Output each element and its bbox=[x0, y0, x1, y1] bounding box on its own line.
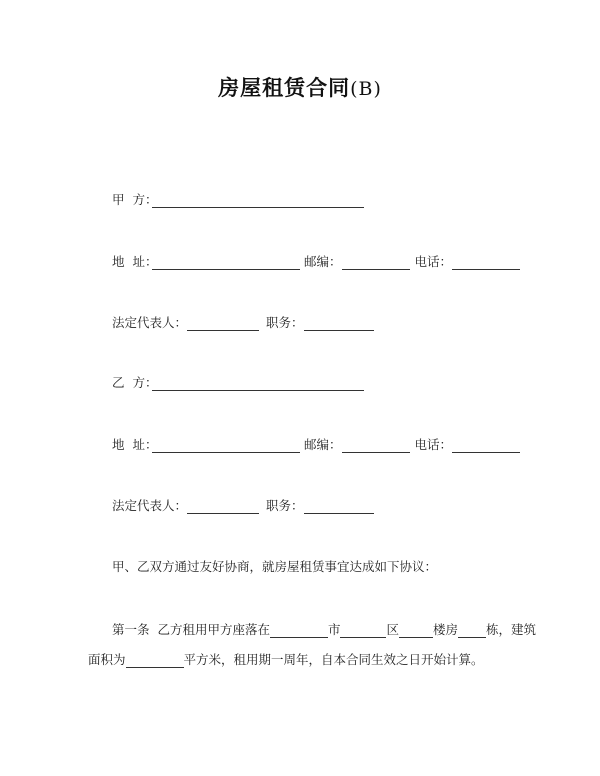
party-a-address-label: 地 址： bbox=[112, 254, 158, 269]
party-b-address-line bbox=[112, 435, 520, 453]
unit-blank[interactable] bbox=[458, 624, 486, 638]
party-a-address-line bbox=[112, 252, 520, 270]
party-b-label: 乙 方： bbox=[112, 375, 158, 390]
party-a-position-label: 职务： bbox=[266, 315, 304, 330]
party-b-position-blank[interactable] bbox=[304, 500, 374, 514]
unit-label: 栋，建筑 bbox=[486, 622, 537, 637]
party-b-postcode-label: 邮编： bbox=[304, 437, 342, 452]
building-type-label: 楼房 bbox=[432, 622, 458, 637]
party-b-legal-rep-line bbox=[112, 496, 374, 514]
party-a-legal-rep-label: 法定代表人： bbox=[112, 315, 188, 330]
article-1-line-1 bbox=[112, 620, 536, 638]
party-a-legal-rep-line bbox=[112, 313, 374, 331]
party-b-phone-label: 电话： bbox=[414, 437, 453, 452]
article-1-text-start: 第一条 乙方租用甲方座落在 bbox=[112, 622, 270, 637]
district-label: 区 bbox=[386, 622, 399, 637]
party-b-blank[interactable] bbox=[152, 377, 364, 391]
area-blank[interactable] bbox=[126, 654, 184, 668]
party-a-label: 甲 方： bbox=[112, 192, 158, 207]
party-b-address-label: 地 址： bbox=[112, 437, 158, 452]
party-a-postcode-label: 邮编： bbox=[304, 254, 342, 269]
district-blank[interactable] bbox=[340, 624, 386, 638]
intro-text: 甲、乙双方通过友好协商，就房屋租赁事宜达成如下协议： bbox=[112, 559, 438, 574]
party-a-address-blank[interactable] bbox=[152, 256, 300, 270]
party-b-phone-blank[interactable] bbox=[452, 439, 520, 453]
party-b-postcode-blank[interactable] bbox=[342, 439, 410, 453]
party-b-legal-rep-label: 法定代表人： bbox=[112, 498, 188, 513]
title-suffix: (B) bbox=[350, 78, 382, 100]
party-b-address-blank[interactable] bbox=[152, 439, 300, 453]
party-a-postcode-blank[interactable] bbox=[342, 256, 410, 270]
party-a-phone-label: 电话： bbox=[414, 254, 453, 269]
party-b-position-label: 职务： bbox=[266, 498, 304, 513]
title-text: 房屋租赁合同 bbox=[218, 76, 351, 100]
area-label: 面积为 bbox=[88, 652, 126, 667]
city-label: 市 bbox=[327, 622, 341, 637]
party-a-position-blank[interactable] bbox=[304, 317, 374, 331]
party-b-line bbox=[112, 373, 364, 391]
city-blank[interactable] bbox=[270, 624, 328, 638]
article-1-text-end: 平方米，租用期一周年，自本合同生效之日开始计算。 bbox=[183, 652, 484, 667]
agreement-intro bbox=[112, 557, 437, 575]
party-a-line bbox=[112, 190, 364, 208]
building-blank[interactable] bbox=[399, 624, 433, 638]
party-b-legal-rep-blank[interactable] bbox=[187, 500, 259, 514]
party-a-blank[interactable] bbox=[152, 194, 364, 208]
party-a-legal-rep-blank[interactable] bbox=[187, 317, 259, 331]
article-1-line-2 bbox=[88, 650, 484, 668]
document-title bbox=[0, 72, 600, 102]
party-a-phone-blank[interactable] bbox=[452, 256, 520, 270]
